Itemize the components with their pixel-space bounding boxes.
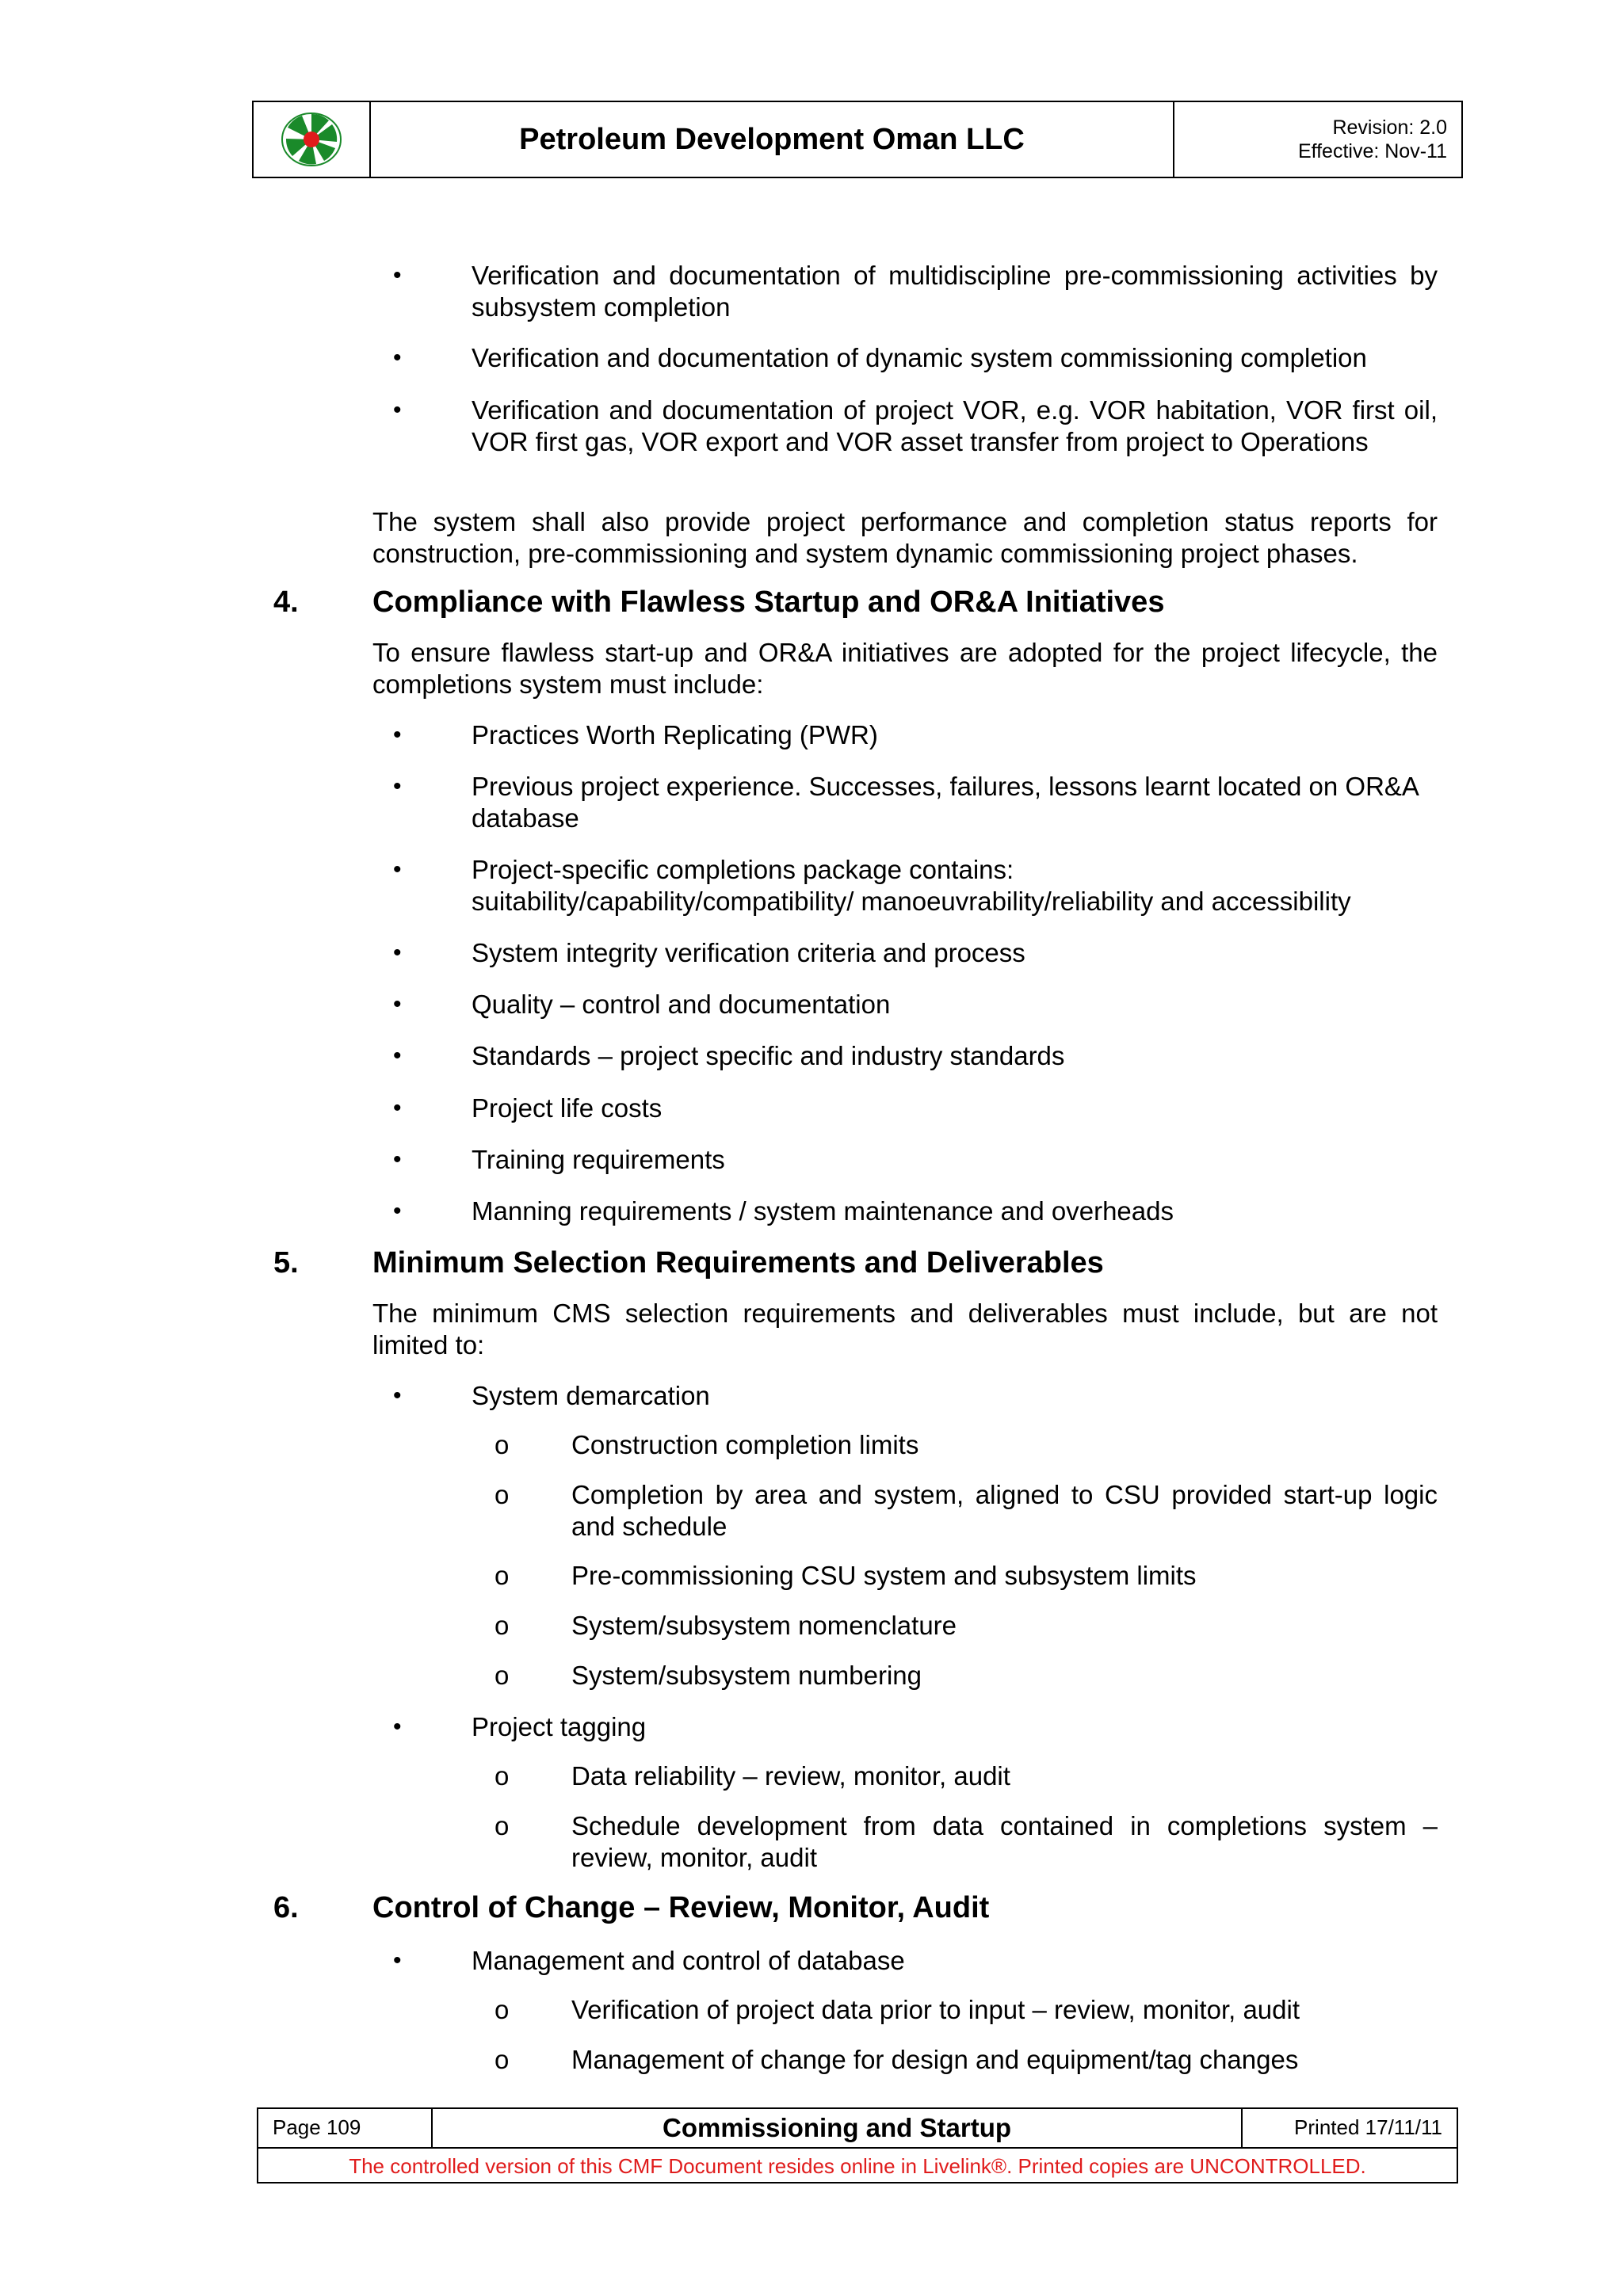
sub-list-item bbox=[495, 1994, 1438, 2026]
section-number: 4. bbox=[273, 585, 299, 619]
bullet-marker: • bbox=[393, 1095, 402, 1121]
list-item-text: Quality – control and documentation bbox=[472, 990, 891, 1019]
list-item bbox=[393, 1380, 1438, 1412]
sub-bullet-marker: o bbox=[495, 1480, 510, 1509]
list-item-text: Verification and documentation of project VOR, e.g. VOR habitation, VOR first oil, VOR first gas, VOR export and VOR asset transfer from project to Operations bbox=[472, 395, 1438, 456]
section-title: Control of Change – Review, Monitor, Audit bbox=[372, 1891, 990, 1924]
bullet-marker: • bbox=[393, 1714, 402, 1740]
list-item-line: suitability/capability/compatibility/ manoeuvrability/reliability and accessibility bbox=[472, 887, 1351, 916]
effective-date: Effective: Nov-11 bbox=[1297, 140, 1447, 162]
list-item bbox=[393, 1945, 1438, 1977]
document-footer bbox=[257, 2107, 1458, 2183]
footer-row bbox=[258, 2109, 1457, 2149]
sub-bullet-marker: o bbox=[495, 2045, 510, 2074]
sub-list-item-text: Pre-commissioning CSU system and subsystem limits bbox=[571, 1561, 1197, 1590]
sub-list-item bbox=[495, 1560, 1438, 1592]
section-heading bbox=[273, 1890, 989, 1925]
sub-list-item bbox=[495, 1810, 1438, 1874]
list-item-text: Standards – project specific and industry standards bbox=[472, 1041, 1065, 1070]
sub-bullet-marker: o bbox=[495, 1995, 510, 2024]
sub-list-item-text: System/subsystem numbering bbox=[571, 1661, 922, 1690]
list-item-text: Manning requirements / system maintenance and overheads bbox=[472, 1196, 1174, 1226]
bullet-marker: • bbox=[393, 856, 402, 883]
intro-paragraph: The system shall also provide project performance and completion status reports for construction, pre-commissioning and system dynamic commissioning project phases. bbox=[372, 507, 1438, 568]
list-item-text: Project life costs bbox=[472, 1093, 663, 1123]
uncontrolled-notice: The controlled version of this CMF Document resides online in Livelink®. Printed copies are UNCONTROLLED. bbox=[349, 2154, 1366, 2178]
sub-list-item-text: Completion by area and system, aligned to CSU provided start-up logic and schedule bbox=[571, 1480, 1438, 1541]
list-item bbox=[393, 854, 1438, 917]
bullet-marker: • bbox=[393, 397, 402, 423]
list-item-text: System demarcation bbox=[472, 1381, 710, 1410]
list-item bbox=[393, 1144, 1438, 1176]
list-item bbox=[393, 937, 1438, 969]
bullet-marker: • bbox=[393, 345, 402, 371]
sub-bullet-marker: o bbox=[495, 1811, 510, 1840]
sub-bullet-marker: o bbox=[495, 1430, 510, 1459]
sub-bullet-marker: o bbox=[495, 1661, 510, 1690]
bullet-marker: • bbox=[393, 1198, 402, 1224]
section-number: 5. bbox=[273, 1246, 299, 1280]
list-item bbox=[393, 771, 1438, 834]
section-title: Compliance with Flawless Startup and OR&A Initiatives bbox=[372, 585, 1165, 619]
list-item-text: Management and control of database bbox=[472, 1946, 905, 1975]
list-item bbox=[393, 260, 1438, 323]
list-item-text bbox=[472, 854, 1438, 917]
bullet-marker: • bbox=[393, 1146, 402, 1173]
sub-list-item-text: Management of change for design and equipment/tag changes bbox=[571, 2045, 1299, 2074]
printed-date: Printed 17/11/11 bbox=[1294, 2115, 1442, 2139]
bullet-marker: • bbox=[393, 262, 402, 288]
bullet-marker: • bbox=[393, 1383, 402, 1409]
footer-title: Commissioning and Startup bbox=[433, 2109, 1243, 2147]
bullet-marker: • bbox=[393, 991, 402, 1017]
list-item-text: Training requirements bbox=[472, 1145, 725, 1174]
list-item-text: Verification and documentation of dynamic system commissioning completion bbox=[472, 343, 1367, 372]
list-item bbox=[393, 395, 1438, 458]
list-item bbox=[393, 1093, 1438, 1124]
sub-bullet-marker: o bbox=[495, 1561, 510, 1590]
list-item-text: System integrity verification criteria and process bbox=[472, 938, 1025, 967]
list-item bbox=[393, 1040, 1438, 1072]
sub-list-item-text: Schedule development from data contained in completions system – review, monitor, audit bbox=[571, 1811, 1438, 1872]
page-number: Page 109 bbox=[258, 2109, 433, 2147]
section-heading bbox=[273, 585, 1164, 620]
section-paragraph: To ensure flawless start-up and OR&A initiatives are adopted for the project lifecycle, the completions system must include: bbox=[372, 638, 1438, 699]
bullet-marker: • bbox=[393, 940, 402, 966]
sub-list-item bbox=[495, 1760, 1438, 1792]
sub-list-item-text: System/subsystem nomenclature bbox=[571, 1611, 957, 1640]
list-item-text: Practices Worth Replicating (PWR) bbox=[472, 720, 878, 749]
list-item bbox=[393, 342, 1438, 374]
list-item-line: Project-specific completions package contains: bbox=[472, 855, 1014, 884]
pdo-logo-icon bbox=[280, 110, 343, 169]
sub-list-item bbox=[495, 1429, 1438, 1461]
sub-list-item-text: Data reliability – review, monitor, audit bbox=[571, 1761, 1010, 1791]
sub-list-item-text: Verification of project data prior to input – review, monitor, audit bbox=[571, 1995, 1300, 2024]
sub-bullet-marker: o bbox=[495, 1611, 510, 1640]
revision-label: Revision: 2.0 bbox=[1332, 116, 1447, 139]
revision-block bbox=[1174, 102, 1461, 177]
bullet-marker: • bbox=[393, 722, 402, 748]
list-item-text: Project tagging bbox=[472, 1712, 647, 1741]
list-item bbox=[393, 1196, 1438, 1227]
sub-list-item bbox=[495, 1660, 1438, 1691]
sub-list-item-text: Construction completion limits bbox=[571, 1430, 919, 1459]
company-name: Petroleum Development Oman LLC bbox=[371, 102, 1174, 177]
bullet-marker: • bbox=[393, 773, 402, 799]
sub-list-item bbox=[495, 1610, 1438, 1642]
list-item bbox=[393, 1711, 1438, 1743]
section-paragraph: The minimum CMS selection requirements and deliverables must include, but are not limited to: bbox=[372, 1299, 1438, 1360]
sub-list-item bbox=[495, 1479, 1438, 1543]
document-header bbox=[252, 101, 1463, 178]
list-item bbox=[393, 719, 1438, 751]
section-number: 6. bbox=[273, 1891, 299, 1924]
company-logo bbox=[254, 102, 371, 177]
section-heading bbox=[273, 1245, 1104, 1280]
bullet-marker: • bbox=[393, 1043, 402, 1069]
list-item-text: Previous project experience. Successes, failures, lessons learnt located on OR&A database bbox=[472, 772, 1419, 833]
list-item bbox=[393, 989, 1438, 1020]
section-title: Minimum Selection Requirements and Deliverables bbox=[372, 1246, 1104, 1280]
sub-list-item bbox=[495, 2044, 1438, 2076]
list-item-text: Verification and documentation of multidiscipline pre-commissioning activities by subsystem completion bbox=[472, 261, 1438, 322]
sub-bullet-marker: o bbox=[495, 1761, 510, 1791]
bullet-marker: • bbox=[393, 1947, 402, 1974]
